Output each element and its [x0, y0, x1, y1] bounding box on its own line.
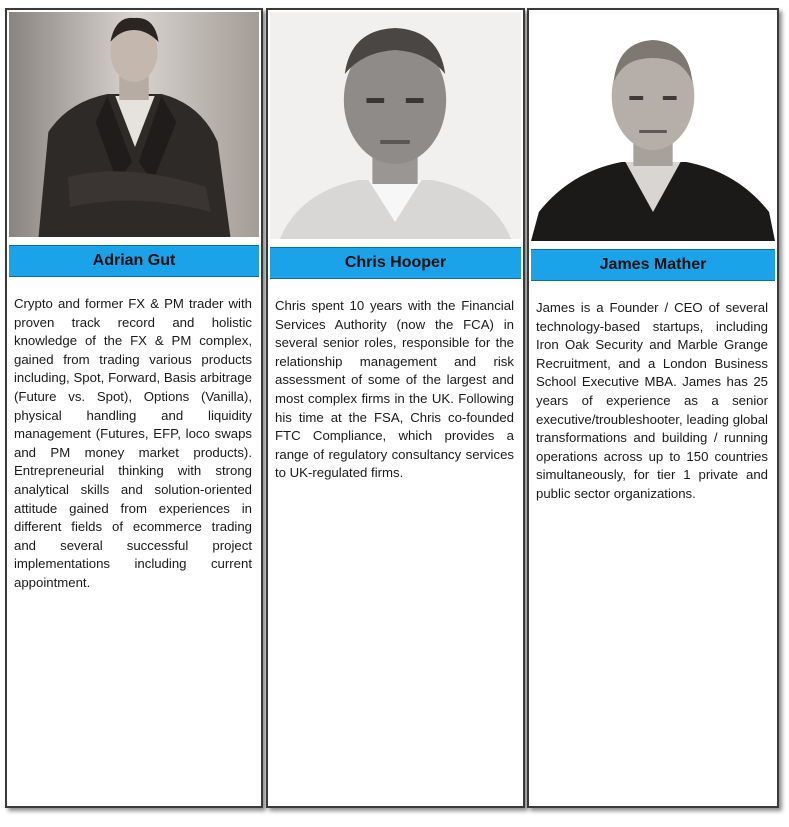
profile-card-james-mather: [527, 8, 779, 808]
profile-photo-james-mather: [531, 12, 775, 241]
profile-name: Adrian Gut: [9, 245, 259, 277]
profile-bio: Chris spent 10 years with the Financial Services Authority (now the FCA) in several senior roles, responsible for the relationship management and risk assessment of some of the largest and most complex firms in the UK. Following his time at the FSA, Chris co-founded FTC Compliance, which provides a range of regulatory consultancy services to UK-regulated firms.: [275, 298, 514, 481]
profile-name: James Mather: [531, 249, 775, 281]
profile-bio: James is a Founder / CEO of several technology-based startups, including Iron Oak Security and Marble Grange Recruitment, and a London Business School Executive MBA. James has 25 years of experience as a senior executive/troubleshooter, leading global transformations and building / running operations across up to 150 countries simultaneously, for tier 1 private and public sector organizations.: [536, 300, 768, 501]
portrait-image: [9, 12, 259, 237]
profile-card-chris-hooper: [266, 8, 525, 808]
profile-photo-adrian-gut: [9, 12, 259, 237]
profile-name: Chris Hooper: [270, 247, 521, 279]
profile-photo-chris-hooper: [270, 12, 521, 239]
portrait-image: [270, 12, 521, 239]
profile-bio: Crypto and former FX & PM trader with proven track record and holistic knowledge of the FX & PM complex, gained from trading various products including, Spot, Forward, Basis arbitrage (Future vs. Spot), Options (Vanilla), physical handling and liquidity management (Futures, EFP, loco swaps and PM money market products). Entrepreneurial thinking with strong analytical skills and solution-oriented attitude gained from experiences in different fields of ecommerce trading and several successful project implementations including current appointment.: [14, 296, 252, 590]
profile-card-adrian-gut: [5, 8, 263, 808]
portrait-image: [531, 12, 775, 241]
